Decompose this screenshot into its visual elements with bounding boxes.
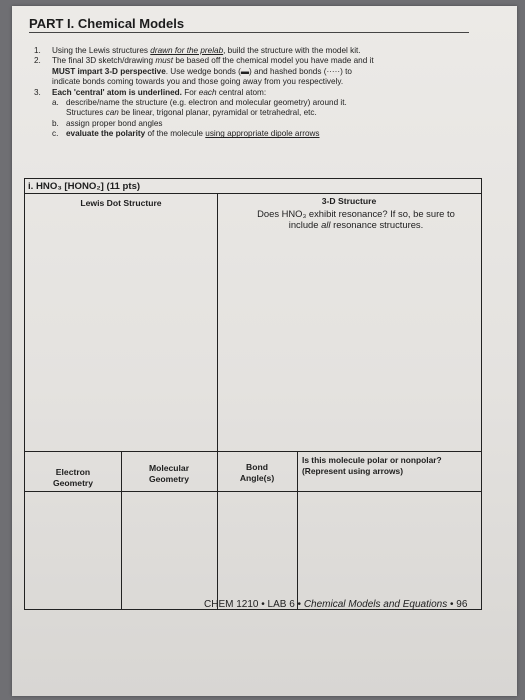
instruction-number: 2. [34,56,41,66]
instruction-underlined: using appropriate dipole arrows [205,129,320,139]
instruction-text: Structures [66,108,106,118]
instruction-text: , build the structure with the model kit. [223,46,361,55]
instruction-number: 3. [34,87,41,97]
worksheet-page [12,6,517,696]
table-divider-vertical [297,451,298,609]
resonance-text: resonance structures. [330,219,424,230]
table-divider-vertical [217,193,218,609]
instruction-text: of the molecule [145,129,206,139]
instruction-emphasis: must [155,56,174,66]
hno3-answer-table [24,178,482,610]
instruction-text: ) to [340,66,352,76]
resonance-emphasis: all [321,219,331,230]
instruction-text: . Use wedge bonds ( [165,66,241,76]
molecular-geometry-header [121,463,217,485]
header-line: Molecular [148,463,190,473]
resonance-question [231,208,481,230]
footer-title: Chemical Models and Equations [301,599,448,610]
instruction-emphasis: each [198,87,217,97]
instruction-text: Using the Lewis structures [52,46,151,55]
instruction-1 [34,46,474,56]
resonance-text: include [288,219,322,230]
instruction-text: be based off the chemical model you have made and it [173,56,374,66]
table-divider-horizontal [25,451,481,452]
instruction-bold: evaluate the polarity [66,129,146,139]
header-line: (Represent using arrows) [302,466,403,476]
instruction-bold: MUST impart 3-D perspective [52,66,166,76]
table-header-rule [25,193,481,194]
instruction-text: The final 3D sketch/drawing [52,56,156,66]
question-label: i. HNO₃ [HONO₂] (11 pts) [28,181,141,192]
title-rule [29,32,469,33]
lewis-dot-header: Lewis Dot Structure [80,198,162,208]
instruction-text: central atom: [216,87,267,97]
instruction-text: describe/name the structure (e.g. electron and molecular geometry) around it. [66,98,347,108]
instruction-2 [34,56,474,87]
instruction-text: For [181,87,199,97]
instruction-number: 1. [34,46,41,55]
header-line: Bond [246,462,268,472]
instruction-bold: Each 'central' atom is underlined. [52,87,182,97]
bond-angles-header [217,462,297,484]
instruction-3c [34,129,474,139]
instruction-text: ) and hashed bonds ( [249,66,327,76]
instruction-emphasis: can [105,108,119,118]
footer-course: CHEM 1210 • LAB 6 • [204,599,302,610]
instruction-3b [34,119,474,129]
instruction-3a [34,98,474,119]
wedge-bond-icon: ▬ [240,66,250,76]
instruction-underlined: drawn for the prelab [150,46,224,55]
structure-3d-header: 3-D Structure [321,196,377,206]
sub-letter: c. [52,129,59,139]
instruction-3 [34,88,474,98]
sub-letter: b. [52,118,59,128]
instructions-list [34,46,474,140]
footer-page-number: • 96 [447,599,468,610]
part-title: PART I. Chemical Models [29,16,185,31]
hashed-bond-icon: ····· [326,66,341,76]
resonance-text: Does HNO₃ exhibit resonance? If so, be sure to [257,208,455,219]
table-divider-horizontal [25,491,481,492]
instruction-text: be linear, trigonal planar, pyramidal or tetrahedral, etc. [118,108,317,118]
instruction-text: indicate bonds coming towards you and those going away from you respectively. [52,77,344,87]
header-line: Geometry [148,474,190,484]
header-line: Angle(s) [239,473,275,483]
page-footer [204,599,467,610]
header-line: Is this molecule polar or nonpolar? [302,455,442,465]
sub-letter: a. [52,98,59,108]
instruction-text: assign proper bond angles [66,118,163,128]
header-line: Electron [55,467,91,477]
polarity-header [302,455,480,477]
electron-geometry-header [25,467,121,489]
header-line: Geometry [52,478,94,488]
